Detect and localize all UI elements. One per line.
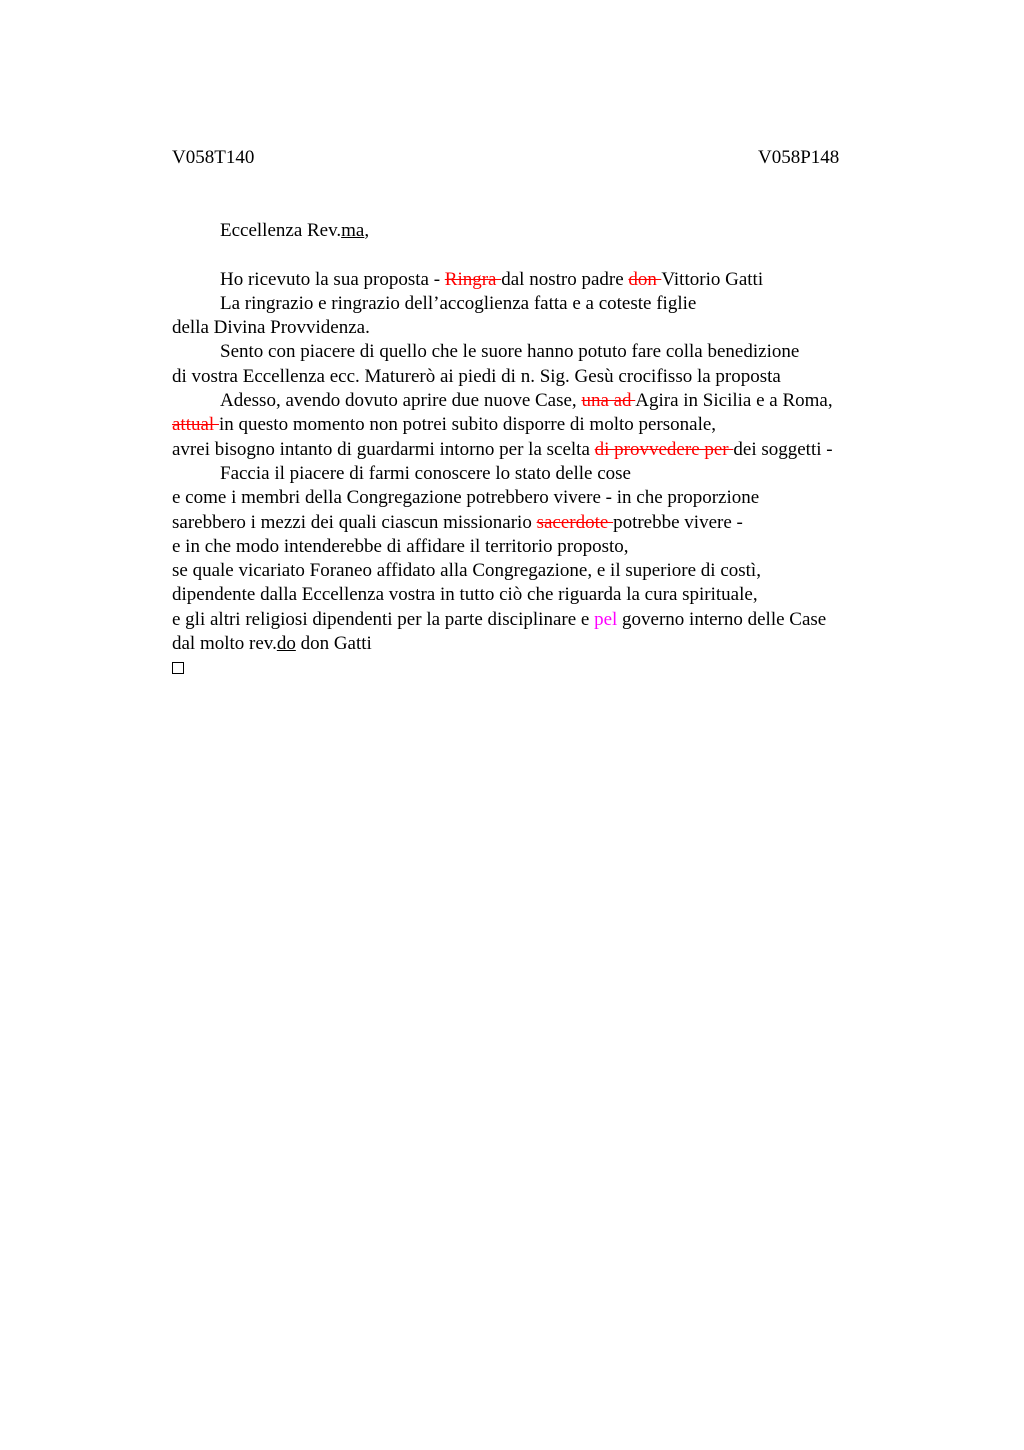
- deleted-text: di provvedere per: [594, 438, 734, 460]
- square-outline-icon: [172, 662, 184, 674]
- deleted-text: don: [628, 268, 662, 290]
- letter-line-4: Sento con piacere di quello che le suore hanno potuto fare colla benedizione: [220, 341, 800, 363]
- deleted-text: Ringra: [444, 268, 502, 290]
- letter-line-6: Adesso, avendo dovuto aprire due nuove Case, una ad Agira in Sicilia e a Roma,: [220, 390, 833, 412]
- letter-line-15: e gli altri religiosi dipendenti per la parte disciplinare e pel governo interno delle Case: [172, 608, 827, 630]
- letter-line-7: attual in questo momento non potrei subito disporre di molto personale,: [172, 414, 717, 436]
- end-mark-line: [172, 656, 912, 681]
- salutation: [172, 219, 912, 243]
- letter-line-1: Ho ricevuto la sua proposta - Ringra dal nostro padre don Vittorio Gatti: [220, 268, 764, 290]
- document-code-left: V058T140: [172, 147, 255, 168]
- letter-line-10: e come i membri della Congregazione potrebbero vivere - in che proporzione: [172, 487, 760, 509]
- letter-line-13: se quale vicariato Foraneo affidato alla Congregazione, e il superiore di costì,: [172, 560, 761, 582]
- letter-line-8: avrei bisogno intanto di guardarmi intorno per la scelta di provvedere per dei soggetti -: [172, 438, 833, 460]
- deleted-text: attual: [172, 414, 219, 436]
- salutation-text: Eccellenza Rev.: [220, 220, 342, 241]
- salutation-abbrev: ma: [341, 220, 365, 241]
- letter-line-16: dal molto rev.do don Gatti: [172, 633, 372, 655]
- letter-line-14: dipendente dalla Eccellenza vostra in tutto ciò che riguarda la cura spirituale,: [172, 584, 758, 606]
- letter-body: [172, 219, 912, 682]
- blank-line: [172, 243, 912, 267]
- deleted-text: una ad: [581, 390, 636, 412]
- deleted-text: sacerdote: [536, 511, 614, 533]
- letter-line-11: sarebbero i mezzi dei quali ciascun missionario sacerdote potrebbe vivere -: [172, 511, 743, 533]
- letter-line-2: La ringrazio e ringrazio dell’accoglienza fatta e a coteste figlie: [220, 292, 697, 314]
- letter-line-12: e in che modo intenderebbe di affidare il territorio proposto,: [172, 535, 629, 557]
- inserted-text: pel: [594, 608, 618, 630]
- document-code-right: V058P148: [758, 147, 840, 168]
- letter-line-5: di vostra Eccellenza ecc. Maturerò ai piedi di n. Sig. Gesù crocifisso la proposta: [172, 365, 781, 387]
- abbrev-superscript: do: [276, 633, 296, 655]
- letter-line-3: della Divina Provvidenza.: [172, 317, 370, 339]
- salutation-comma: ,: [364, 220, 370, 241]
- letter-line-9: Faccia il piacere di farmi conoscere lo stato delle cose: [220, 462, 631, 484]
